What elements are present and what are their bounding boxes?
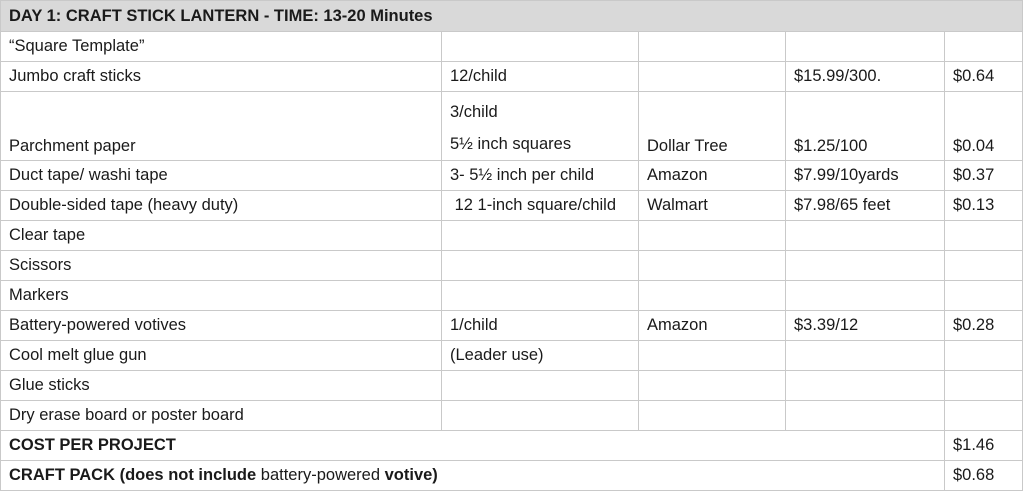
qty-cell xyxy=(442,221,639,251)
table-row xyxy=(1,281,1023,311)
qty-line: 3/child xyxy=(450,103,498,121)
source-cell: Amazon xyxy=(639,161,786,191)
table-row xyxy=(1,401,1023,431)
cost-cell xyxy=(945,251,1023,281)
source-cell xyxy=(639,281,786,311)
qty-cell: 3- 5½ inch per child xyxy=(442,161,639,191)
cost-cell: $0.37 xyxy=(945,161,1023,191)
source-cell: Dollar Tree xyxy=(639,92,786,161)
price-cell xyxy=(786,221,945,251)
source-cell xyxy=(639,62,786,92)
table-row xyxy=(1,311,1023,341)
table-row xyxy=(1,62,1023,92)
item-cell: Jumbo craft sticks xyxy=(1,62,442,92)
cost-cell xyxy=(945,371,1023,401)
price-cell: $7.98/65 feet xyxy=(786,191,945,221)
qty-cell: 12 1-inch square/child xyxy=(442,191,639,221)
source-cell: Walmart xyxy=(639,191,786,221)
qty-cell xyxy=(442,32,639,62)
table-row xyxy=(1,161,1023,191)
table-row xyxy=(1,371,1023,401)
price-cell xyxy=(786,251,945,281)
table-row xyxy=(1,221,1023,251)
item-cell: Dry erase board or poster board xyxy=(1,401,442,431)
source-cell xyxy=(639,221,786,251)
table-header-row xyxy=(1,1,1023,32)
cost-cell: $0.13 xyxy=(945,191,1023,221)
craft-pack-value: $0.68 xyxy=(945,461,1023,491)
item-cell: Parchment paper xyxy=(1,92,442,161)
price-cell xyxy=(786,32,945,62)
qty-cell: 12/child xyxy=(442,62,639,92)
item-cell: “Square Template” xyxy=(1,32,442,62)
qty-cell xyxy=(442,371,639,401)
craft-pack-row xyxy=(1,461,1023,491)
source-cell xyxy=(639,401,786,431)
price-cell: $1.25/100 xyxy=(786,92,945,161)
qty-cell xyxy=(442,92,639,161)
table-row xyxy=(1,191,1023,221)
item-cell: Cool melt glue gun xyxy=(1,341,442,371)
table-row xyxy=(1,92,1023,161)
item-cell: Scissors xyxy=(1,251,442,281)
item-cell: Markers xyxy=(1,281,442,311)
price-cell: $15.99/300. xyxy=(786,62,945,92)
qty-cell: (Leader use) xyxy=(442,341,639,371)
item-cell: Battery-powered votives xyxy=(1,311,442,341)
qty-cell xyxy=(442,401,639,431)
craft-pack-label-bold: CRAFT PACK (does not include xyxy=(9,466,261,484)
cost-per-project-value: $1.46 xyxy=(945,431,1023,461)
table-title: DAY 1: CRAFT STICK LANTERN - TIME: 13-20 Minutes xyxy=(1,1,1023,32)
cost-cell xyxy=(945,221,1023,251)
item-cell: Duct tape/ washi tape xyxy=(1,161,442,191)
item-cell: Double-sided tape (heavy duty) xyxy=(1,191,442,221)
price-cell xyxy=(786,371,945,401)
table-row xyxy=(1,251,1023,281)
cost-cell xyxy=(945,281,1023,311)
cost-per-project-label: COST PER PROJECT xyxy=(1,431,945,461)
cost-per-project-row xyxy=(1,431,1023,461)
price-cell: $7.99/10yards xyxy=(786,161,945,191)
source-cell: Amazon xyxy=(639,311,786,341)
qty-cell xyxy=(442,281,639,311)
cost-cell: $0.64 xyxy=(945,62,1023,92)
item-cell: Glue sticks xyxy=(1,371,442,401)
source-cell xyxy=(639,32,786,62)
qty-line: 5½ inch squares xyxy=(450,135,572,153)
qty-cell xyxy=(442,251,639,281)
item-cell: Clear tape xyxy=(1,221,442,251)
cost-cell: $0.04 xyxy=(945,92,1023,161)
qty-cell: 1/child xyxy=(442,311,639,341)
source-cell xyxy=(639,341,786,371)
craft-pack-label-normal: battery-powered xyxy=(260,466,385,484)
table-row xyxy=(1,32,1023,62)
cost-cell xyxy=(945,401,1023,431)
cost-cell xyxy=(945,341,1023,371)
price-cell xyxy=(786,401,945,431)
cost-cell xyxy=(945,32,1023,62)
source-cell xyxy=(639,371,786,401)
source-cell xyxy=(639,251,786,281)
craft-pack-label xyxy=(1,461,945,491)
craft-pack-label-bold-end: votive) xyxy=(384,466,438,484)
price-cell xyxy=(786,341,945,371)
price-cell xyxy=(786,281,945,311)
price-cell: $3.39/12 xyxy=(786,311,945,341)
cost-cell: $0.28 xyxy=(945,311,1023,341)
table-row xyxy=(1,341,1023,371)
